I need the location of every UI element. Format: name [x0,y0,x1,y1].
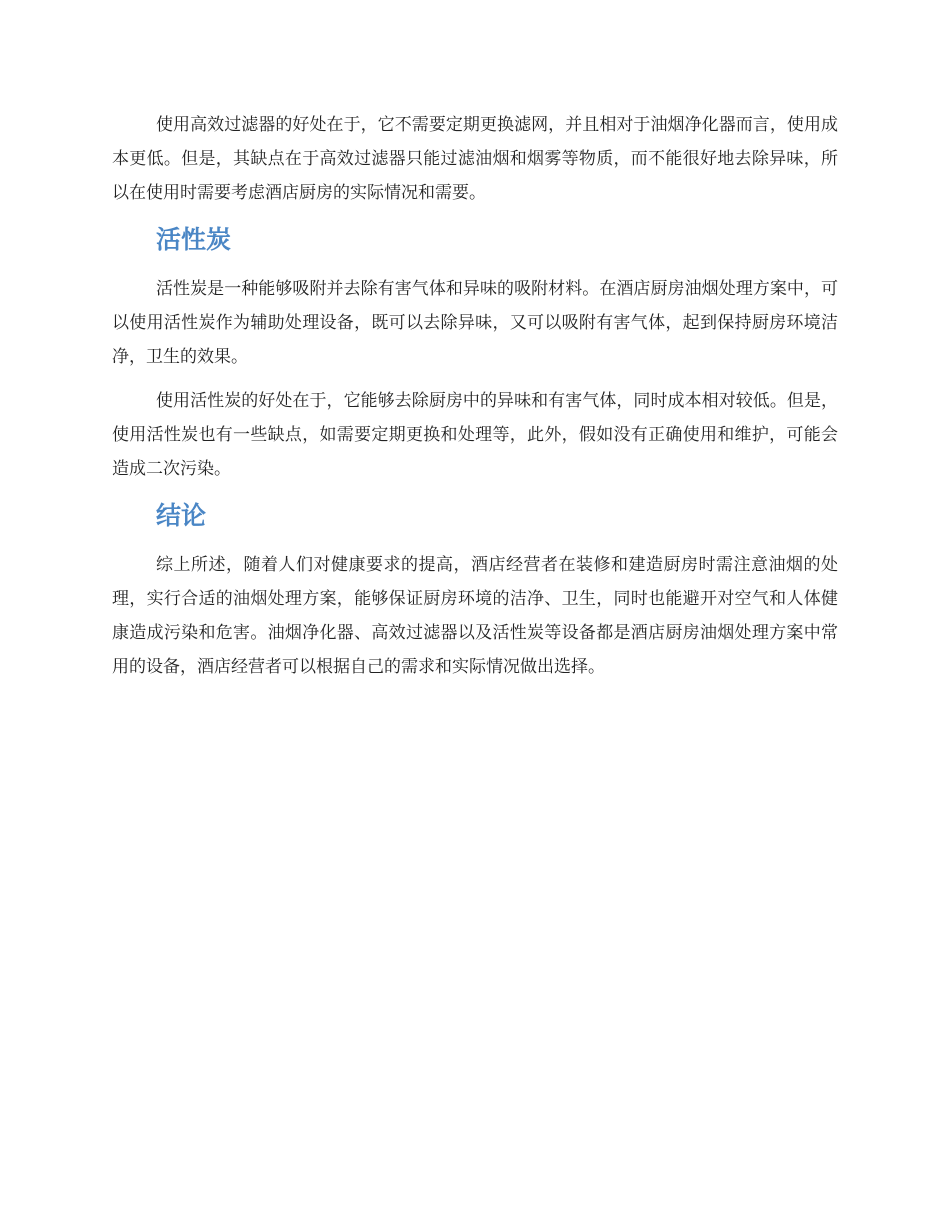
section-heading-activated-carbon: 活性炭 [156,225,232,254]
section-heading-conclusion: 结论 [156,501,207,530]
document-body [112,108,838,694]
paragraph-activated-carbon-benefits: 使用活性炭的好处在于，它能够去除厨房中的异味和有害气体，同时成本相对较低。但是，使用活性炭也有一些缺点，如需要定期更换和处理等，此外，假如没有正确使用和维护，可能会造成二次污染。 [112,391,838,479]
paragraph-activated-carbon-intro: 活性炭是一种能够吸附并去除有害气体和异味的吸附材料。在酒店厨房油烟处理方案中，可以使用活性炭作为辅助处理设备，既可以去除异味，又可以吸附有害气体，起到保持厨房环境洁净，卫生的效果。 [112,279,838,367]
paragraph-conclusion: 综上所述，随着人们对健康要求的提高，酒店经营者在装修和建造厨房时需注意油烟的处理，实行合适的油烟处理方案，能够保证厨房环境的洁净、卫生，同时也能避开对空气和人体健康造成污染和危害。油烟净化器、高效过滤器以及活性炭等设备都是酒店厨房油烟处理方案中常用的设备，酒店经营者可以根据自己的需求和实际情况做出选择。 [112,555,838,677]
paragraph-filter-benefits: 使用高效过滤器的好处在于，它不需要定期更换滤网，并且相对于油烟净化器而言，使用成本更低。但是，其缺点在于高效过滤器只能过滤油烟和烟雾等物质，而不能很好地去除异味，所以在使用时需要考虑酒店厨房的实际情况和需要。 [112,115,838,203]
